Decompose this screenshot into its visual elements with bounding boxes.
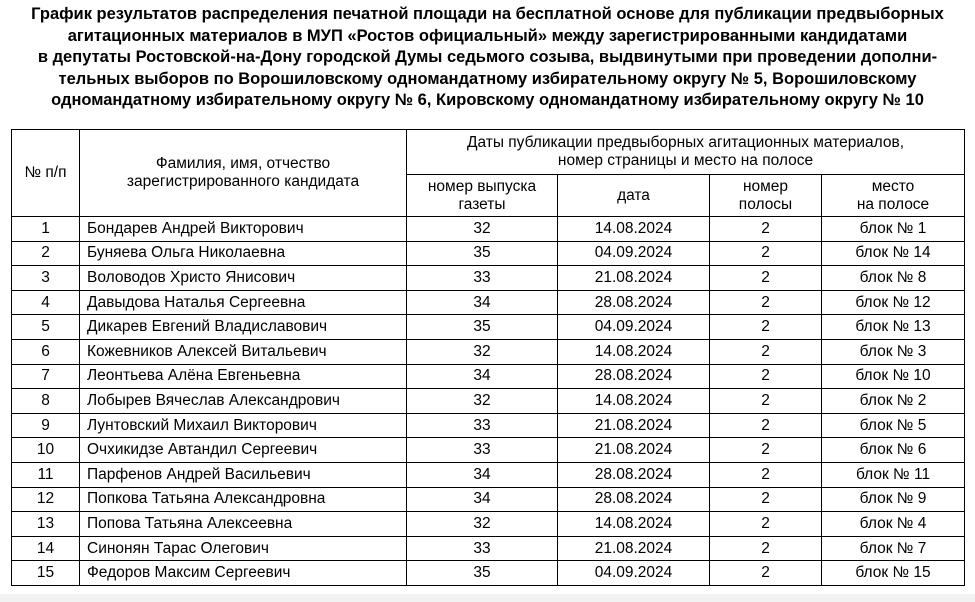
cell-place: блок № 9 [822,487,965,512]
cell-name: Воловодов Христо Янисович [80,266,407,291]
cell-place: блок № 6 [822,438,965,463]
cell-date: 14.08.2024 [558,389,710,414]
cell-place: блок № 12 [822,290,965,315]
cell-page: 2 [710,462,822,487]
cell-name: Лобырев Вячеслав Александрович [80,389,407,414]
header-issue-line: номер выпуска [427,177,537,195]
cell-issue: 32 [407,512,558,537]
cell-place: блок № 15 [822,561,965,586]
cell-name: Буняева Ольга Николаевна [80,241,407,266]
cell-name: Кожевников Алексей Витальевич [80,339,407,364]
table-row [12,339,965,364]
header-publication-group [407,130,965,175]
cell-num: 13 [12,512,80,537]
title-line: тельных выборов по Ворошиловскому одномандатному избирательному округу № 5, Ворошиловскому [58,69,917,88]
cell-name: Синонян Тарас Олегович [80,536,407,561]
cell-place: блок № 7 [822,536,965,561]
cell-place: блок № 13 [822,315,965,340]
cell-name: Давыдова Наталья Сергеевна [80,290,407,315]
cell-num: 12 [12,487,80,512]
header-issue-line: газеты [458,195,506,213]
cell-num: 1 [12,217,80,242]
cell-num: 2 [12,241,80,266]
cell-page: 2 [710,290,822,315]
table-row [12,241,965,266]
cell-page: 2 [710,364,822,389]
cell-name: Бондарев Андрей Викторович [80,217,407,242]
cell-place: блок № 3 [822,339,965,364]
title-line: в депутаты Ростовской-на-Дону городской Думы седьмого созыва, выдвинутыми при проведении дополни- [37,48,938,66]
cell-num: 7 [12,364,80,389]
table-row [12,266,965,291]
cell-num: 8 [12,389,80,414]
header-place-line: место [871,177,915,195]
table-row [12,512,965,537]
cell-issue: 35 [407,561,558,586]
header-name-line: зарегистрированного кандидата [126,173,360,190]
header-group-line: Даты публикации предвыборных агитационных материалов, [466,134,905,151]
cell-name: Дикарев Евгений Владиславович [80,315,407,340]
cell-issue: 34 [407,462,558,487]
table-row [12,413,965,438]
header-page-line: номер [742,177,789,195]
table-row [12,438,965,463]
cell-issue: 34 [407,290,558,315]
cell-place: блок № 10 [822,364,965,389]
cell-issue: 35 [407,241,558,266]
header-name-line: Фамилия, имя, отчество [155,155,331,172]
cell-issue: 34 [407,487,558,512]
cell-place: блок № 5 [822,413,965,438]
header-num-label: № п/п [24,164,67,181]
cell-name: Парфенов Андрей Васильевич [80,462,407,487]
cell-place: блок № 14 [822,241,965,266]
header-num [12,130,80,217]
cell-page: 2 [710,315,822,340]
table-row [12,487,965,512]
cell-date: 04.09.2024 [558,315,710,340]
cell-date: 04.09.2024 [558,241,710,266]
header-place-line: на полосе [856,195,930,213]
cell-issue: 33 [407,413,558,438]
cell-num: 10 [12,438,80,463]
cell-issue: 33 [407,266,558,291]
table-row [12,462,965,487]
cell-page: 2 [710,241,822,266]
cell-issue: 33 [407,536,558,561]
title-line: агитационных материалов в МУП «Ростов официальный» между зарегистрированными кандидатами [67,26,908,45]
table-row [12,536,965,561]
table-row [12,217,965,242]
page-bottom-edge [0,594,975,602]
cell-name: Лунтовский Михаил Викторович [80,413,407,438]
cell-num: 11 [12,462,80,487]
cell-page: 2 [710,438,822,463]
cell-date: 21.08.2024 [558,413,710,438]
cell-num: 4 [12,290,80,315]
cell-issue: 35 [407,315,558,340]
header-issue [407,175,558,217]
cell-page: 2 [710,389,822,414]
table-row [12,364,965,389]
cell-place: блок № 4 [822,512,965,537]
cell-date: 21.08.2024 [558,266,710,291]
cell-name: Очхикидзе Автандил Сергеевич [80,438,407,463]
cell-num: 6 [12,339,80,364]
cell-date: 14.08.2024 [558,339,710,364]
header-page [710,175,822,217]
cell-num: 3 [12,266,80,291]
cell-place: блок № 8 [822,266,965,291]
table-row [12,290,965,315]
cell-name: Леонтьева Алёна Евгеньевна [80,364,407,389]
cell-num: 14 [12,536,80,561]
cell-page: 2 [710,413,822,438]
table-row [12,389,965,414]
cell-num: 9 [12,413,80,438]
header-date [558,175,710,217]
cell-date: 28.08.2024 [558,487,710,512]
cell-page: 2 [710,561,822,586]
document-title [0,4,975,112]
cell-issue: 32 [407,217,558,242]
cell-place: блок № 11 [822,462,965,487]
cell-num: 5 [12,315,80,340]
header-name [80,130,407,217]
title-line: График результатов распределения печатной площади на бесплатной основе для публикации предвыборных [31,5,944,23]
cell-date: 28.08.2024 [558,462,710,487]
cell-page: 2 [710,217,822,242]
cell-date: 04.09.2024 [558,561,710,586]
cell-date: 28.08.2024 [558,290,710,315]
header-place [822,175,965,217]
cell-page: 2 [710,266,822,291]
header-page-line: полосы [738,195,793,213]
cell-date: 21.08.2024 [558,536,710,561]
cell-issue: 32 [407,339,558,364]
cell-page: 2 [710,339,822,364]
cell-issue: 34 [407,364,558,389]
cell-date: 28.08.2024 [558,364,710,389]
results-table [11,129,965,586]
cell-place: блок № 2 [822,389,965,414]
cell-issue: 32 [407,389,558,414]
table-row [12,315,965,340]
cell-page: 2 [710,512,822,537]
cell-page: 2 [710,536,822,561]
title-line: одномандатному избирательному округу № 6, Кировскому одномандатному избирательному округу № 10 [51,91,924,109]
cell-name: Федоров Максим Сергеевич [80,561,407,586]
cell-date: 21.08.2024 [558,438,710,463]
cell-name: Попова Татьяна Алексеевна [80,512,407,537]
cell-num: 15 [12,561,80,586]
cell-name: Попкова Татьяна Александровна [80,487,407,512]
cell-place: блок № 1 [822,217,965,242]
cell-issue: 33 [407,438,558,463]
table-body [12,217,965,586]
header-date-label: дата [617,186,650,204]
table-row [12,561,965,586]
cell-date: 14.08.2024 [558,217,710,242]
cell-page: 2 [710,487,822,512]
cell-date: 14.08.2024 [558,512,710,537]
header-group-line: номер страницы и место на полосе [557,152,814,169]
